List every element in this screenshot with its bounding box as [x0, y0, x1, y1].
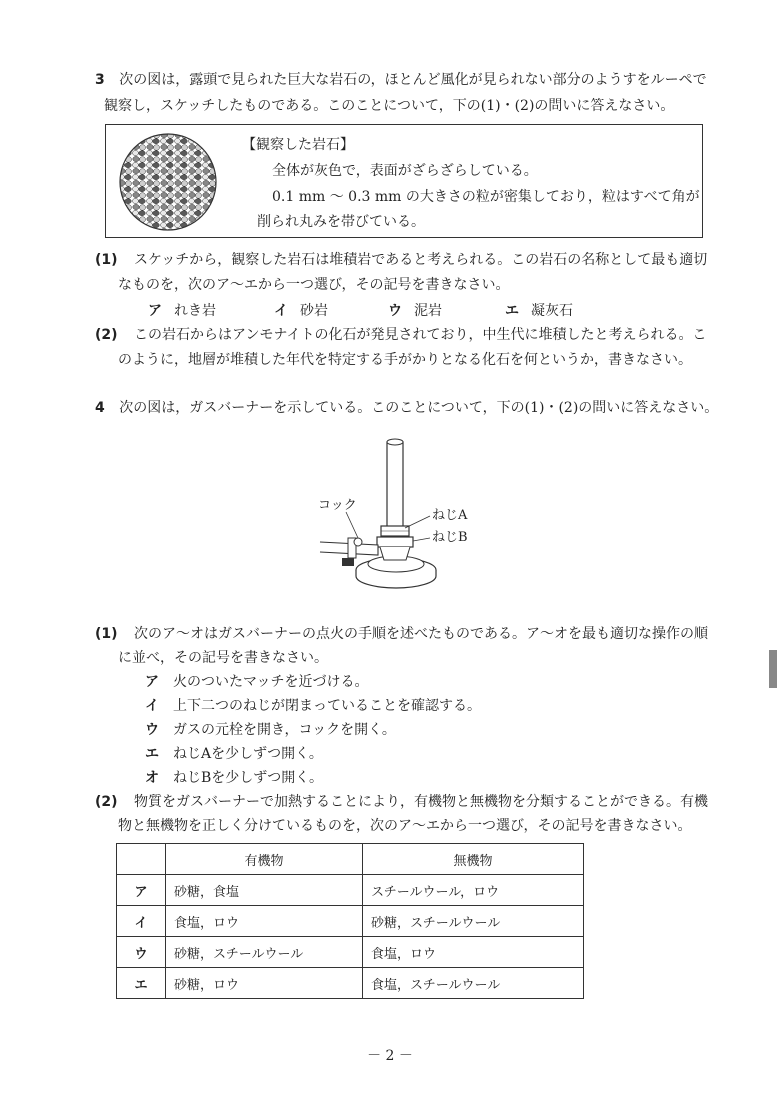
q3-choice-e [505, 300, 573, 320]
q3-choice-a [148, 300, 216, 320]
row-key: イ [117, 906, 166, 937]
answer-table [116, 843, 584, 999]
observation-line2: 0.1 mm ～ 0.3 mm の大きさの粒が密集しており，粒はすべて角が [272, 189, 700, 205]
step-text: ガスの元栓を開き，コックを開く。 [173, 722, 396, 738]
q4-sub1-text1: 次のア～オはガスバーナーの点火の手順を述べたものである。ア～オを最も適切な操作の順 [134, 626, 708, 642]
q3-text1: 次の図は，露頭で見られた巨大な岩石の，ほとんど風化が見られない部分のようすをルーペで [119, 72, 707, 88]
table-row [117, 906, 584, 937]
q3-sub1-text1: スケッチから，観察した岩石は堆積岩であると考えられる。この岩石の名称として最も適切 [134, 252, 708, 268]
step-text: ねじBを少しずつ開く。 [173, 770, 324, 786]
q4-step-o [145, 768, 323, 788]
q4-sub2-line1 [95, 792, 708, 812]
q3-sub1-number: (1) [95, 252, 118, 268]
row-key: ア [117, 875, 166, 906]
q4-text1: 次の図は，ガスバーナーを示している。このことについて，下の(1)・(2)の問いに答えなさい。 [119, 400, 719, 416]
choice-key: ウ [388, 303, 402, 319]
page-number: － 2 － [367, 1048, 413, 1064]
step-text: 上下二つのねじが閉まっていることを確認する。 [173, 698, 481, 714]
table-header-blank [117, 844, 166, 875]
step-key: ウ [145, 722, 159, 738]
q4-sub2-text1: 物質をガスバーナーで加熱することにより，有機物と無機物を分類することができる。有機 [134, 794, 708, 810]
choice-key: イ [274, 303, 288, 319]
label-cock: コック [318, 498, 357, 513]
q4-step-a [145, 672, 368, 692]
q4-sub2-line2: 物と無機物を正しく分けているものを，次のア～エから一つ選び，その記号を書きなさい。 [118, 818, 692, 834]
q3-number: 3 [95, 72, 105, 88]
q3-choice-u [388, 300, 442, 320]
table-row [117, 968, 584, 999]
observation-line1: 全体が灰色で，表面がざらざらしている。 [272, 163, 538, 179]
choice-text: 凝灰石 [531, 303, 573, 319]
q3-sub2-line1 [95, 325, 706, 345]
table-header-row [117, 844, 584, 875]
label-screw-a: ねじA [432, 508, 468, 523]
row-organic: 砂糖，食塩 [166, 875, 363, 906]
q4-sub1-line1 [95, 624, 708, 644]
table-header-organic: 有機物 [166, 844, 363, 875]
q3-sub1-line2: なものを，次のア～エから一つ選び，その記号を書きなさい。 [118, 277, 510, 293]
step-text: ねじAを少しずつ開く。 [173, 746, 323, 762]
table-row [117, 875, 584, 906]
q3-sub1-line1 [95, 250, 707, 270]
row-inorganic: スチールウール，ロウ [363, 875, 584, 906]
choice-text: 泥岩 [414, 303, 442, 319]
q3-choice-i [274, 300, 328, 320]
choice-text: れき岩 [174, 303, 216, 319]
step-key: ア [145, 674, 159, 690]
choice-text: 砂岩 [300, 303, 328, 319]
q4-number: 4 [95, 400, 105, 416]
observation-line3: 削られ丸みを帯びている。 [257, 214, 425, 230]
table-header-inorganic: 無機物 [363, 844, 584, 875]
q3-intro-line2: 観察し，スケッチしたものである。このことについて，下の(1)・(2)の問いに答えなさい。 [104, 98, 675, 114]
q4-sub1-line2: に並べ，その記号を書きなさい。 [118, 650, 328, 666]
row-organic: 砂糖，ロウ [166, 968, 363, 999]
q3-sub2-text1: この岩石からはアンモナイトの化石が発見されており，中生代に堆積したと考えられる。こ [134, 327, 707, 343]
row-key: エ [117, 968, 166, 999]
row-key: ウ [117, 937, 166, 968]
step-key: イ [145, 698, 159, 714]
q3-sub2-number: (2) [95, 327, 118, 343]
observation-title: 【観察した岩石】 [242, 137, 354, 153]
step-key: エ [145, 746, 159, 762]
row-inorganic: 砂糖，スチールウール [363, 906, 584, 937]
label-screw-b: ねじB [432, 530, 468, 545]
step-key: オ [145, 770, 159, 786]
q3-sub2-line2: のように，地層が堆積した年代を特定する手がかりとなる化石を何というか，書きなさい。 [118, 352, 692, 368]
row-inorganic: 食塩，ロウ [363, 937, 584, 968]
scrollbar-thumb[interactable] [769, 650, 777, 688]
q4-step-e [145, 744, 323, 764]
q4-sub2-number: (2) [95, 794, 118, 810]
row-organic: 食塩，ロウ [166, 906, 363, 937]
row-inorganic: 食塩，スチールウール [363, 968, 584, 999]
q4-step-i [145, 696, 481, 716]
q4-step-u [145, 720, 396, 740]
choice-key: エ [505, 303, 519, 319]
q4-intro-line1 [95, 398, 718, 418]
q3-intro-line1 [95, 70, 707, 90]
q4-sub1-number: (1) [95, 626, 118, 642]
choice-key: ア [148, 303, 162, 319]
step-text: 火のついたマッチを近づける。 [173, 674, 369, 690]
row-organic: 砂糖，スチールウール [166, 937, 363, 968]
table-row [117, 937, 584, 968]
rock-sketch-image [118, 132, 218, 232]
